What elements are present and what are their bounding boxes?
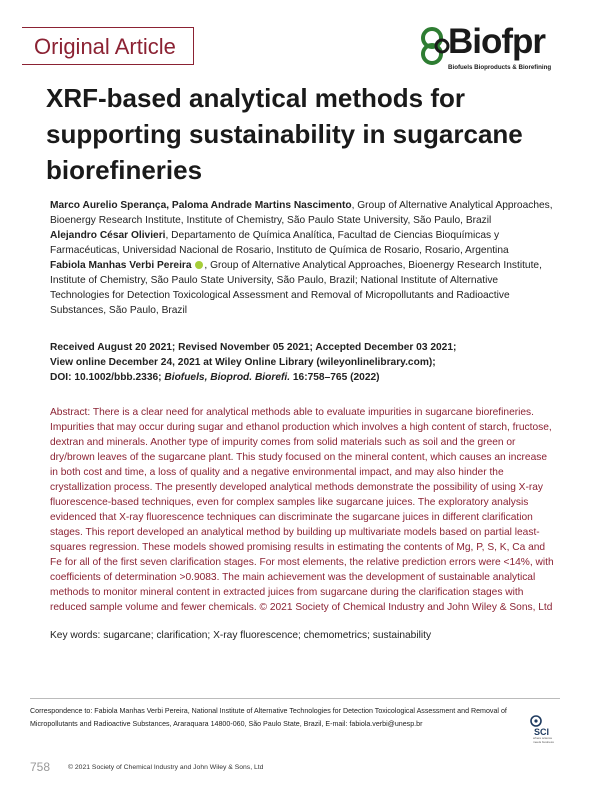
page-number: 758 (30, 760, 51, 774)
author-entry (50, 228, 556, 258)
author-affiliation: , Group of Alternative Analytical Approaches, Bioenergy Research Institute, Institute of Chemistry, São Paulo State University, São Paulo, Brazil; National Institute of Alternative Technologies for Detection Toxicological Assessment and Removal of Micropollutants and Radioactive Substances, São Paulo, Brazil (50, 260, 542, 316)
keywords-text: Key words: sugarcane; clarification; X-ray fluorescence; chemometrics; sustainability (50, 630, 432, 641)
abstract (50, 405, 556, 615)
sci-logo-text: SCI (534, 727, 550, 737)
footer-copyright: © 2021 Society of Chemical Industry and John Wiley & Sons, Ltd (68, 764, 264, 771)
doi[interactable]: DOI: 10.1002/bbb.2336; (50, 372, 165, 383)
journal-logo-word: Biofpr (448, 22, 546, 61)
dates-line-1: Received August 20 2021; Revised November 05 2021; Accepted December 03 2021; (50, 342, 457, 353)
article-title: XRF-based analytical methods for supporting sustainability in sugarcane biorefineries (46, 83, 523, 185)
volume-pages: 16:758–765 (2022) (290, 372, 380, 383)
journal-logo (418, 22, 576, 74)
publication-dates (50, 340, 556, 385)
article-type-label: Original Article (22, 27, 194, 65)
orcid-icon[interactable] (195, 261, 203, 269)
author-names: Fabiola Manhas Verbi Pereira (50, 260, 192, 271)
author-entry (50, 258, 556, 318)
author-affiliation: , Group of Alternative Analytical Approaches, Bioenergy Research Institute, Institute of Chemistry, São Paulo State University, São Paulo, Brazil (50, 200, 553, 226)
keywords (50, 628, 556, 643)
dates-line-2: View online December 24, 2021 at Wiley Online Library (wileyonlinelibrary.com); (50, 357, 436, 368)
journal-reference: Biofuels, Bioprod. Biorefi. (164, 372, 291, 383)
author-names: Alejandro César Olivieri (50, 230, 166, 241)
author-affiliation: , Departamento de Química Analítica, Facultad de Ciencias Bioquímicas y Farmacéuticas, Universidad Nacional de Rosario, Instituto de Química de Rosario, Rosario, Argentina (50, 230, 509, 256)
sci-logo (528, 713, 558, 743)
author-list (50, 198, 556, 318)
sci-logo-tagline: where science meets business (533, 736, 554, 744)
footer-divider (30, 698, 560, 699)
author-names: Marco Aurelio Sperança, Paloma Andrade Martins Nascimento (50, 200, 352, 211)
journal-logo-tagline: Biofuels Bioproducts & Biorefining (448, 64, 552, 71)
doi-line (50, 370, 556, 385)
author-entry (50, 198, 556, 228)
correspondence: Correspondence to: Fabiola Manhas Verbi Pereira, National Institute of Alternative Technologies for Detection Toxicological Assessment and Removal of Micropollutants and Radioactive Substances, Araraquara 14800-060, São Paulo State, Brazil, E-mail: fabiola.verbi@unesp.br (30, 707, 507, 728)
abstract-text: Abstract: There is a clear need for analytical methods able to evaluate impurities in sugarcane biorefineries. Impurities that may occur during sugar and ethanol production which involves a high content of starch, fructose, dextran and minerals. Another type of impurity comes from solid materials such as soil and the green or dry/brown leaves of the sugarcane plant. This study focused on the mineral content, which causes an increase in both cost and time, a loss of quality and a negative environmental impact, and may also hinder the crystallization process. The presently developed analytical methods demonstrate the possibility of using X-ray fluorescence-based techniques, even for complex samples like sugarcane juices. The exploratory analysis evidenced that X-ray fluorescence techniques can discriminate the sugarcane juices in different clarification stages. This report developed an analytical method by building up multivariate models based on partial least-squares regression. These models showed promising results in estimating the contents of Mg, P, S, K, Ca and Fe for all of the first seven clarification stages. For most elements, the relative prediction errors were <14%, with coefficients of determination >0.9083. The main achievement was the development of sustainable analytical methods to monitor mineral content in extracted juices from sugarcane during the clarification stages with reduced sample volume and fewer chemicals. © 2021 Society of Chemical Industry and John Wiley & Sons, Ltd (50, 407, 554, 613)
biofpr-logo-icon (418, 26, 452, 66)
